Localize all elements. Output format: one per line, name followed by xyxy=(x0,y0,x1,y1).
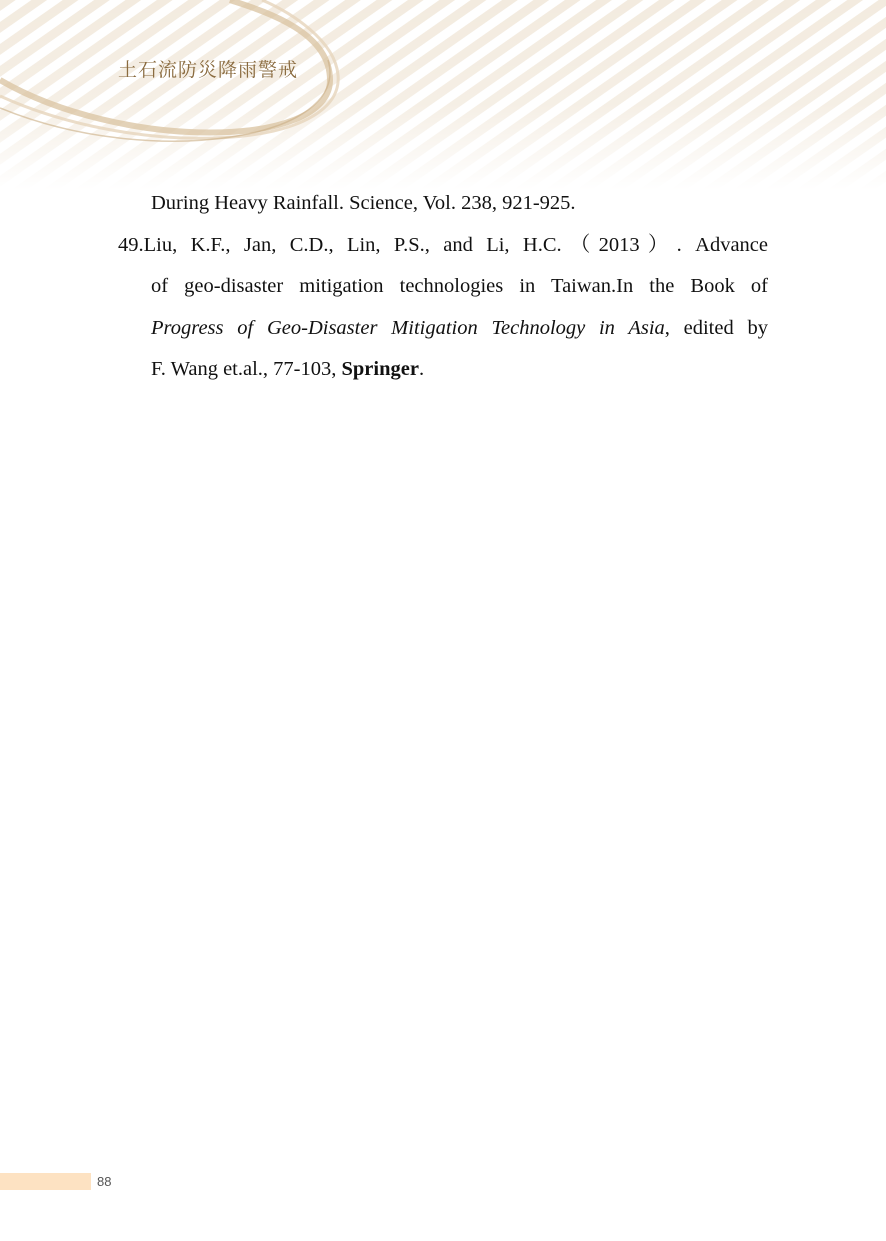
reference-line-3 xyxy=(118,308,768,350)
reference-list xyxy=(118,183,768,391)
running-header-title: 土石流防災降雨警戒 xyxy=(118,59,299,81)
page-number: 88 xyxy=(97,1174,112,1189)
header-decoration xyxy=(0,0,886,190)
reference-end-period: . xyxy=(418,358,425,380)
reference-line-4 xyxy=(118,349,768,391)
book-title: Progress of Geo-Disaster Mitigation Technology in Asia xyxy=(151,316,665,339)
reference-entry-49 xyxy=(118,225,768,391)
footer-page-bar xyxy=(0,1173,91,1190)
reference-continuation: During Heavy Rainfall. Science, Vol. 238, 921-925. xyxy=(151,192,576,214)
reference-line-2: of geo-disaster mitigation technologies in Taiwan.In the Book of xyxy=(151,275,768,297)
reference-authors-line: 49.Liu, K.F., Jan, C.D., Lin, P.S., and Li, H.C.（2013）. Advance xyxy=(118,233,768,256)
editor-pages-text: F. Wang et.al., 77-103, xyxy=(151,358,342,380)
publisher-name: Springer xyxy=(341,358,419,380)
edited-by-text: , edited by xyxy=(664,316,768,339)
